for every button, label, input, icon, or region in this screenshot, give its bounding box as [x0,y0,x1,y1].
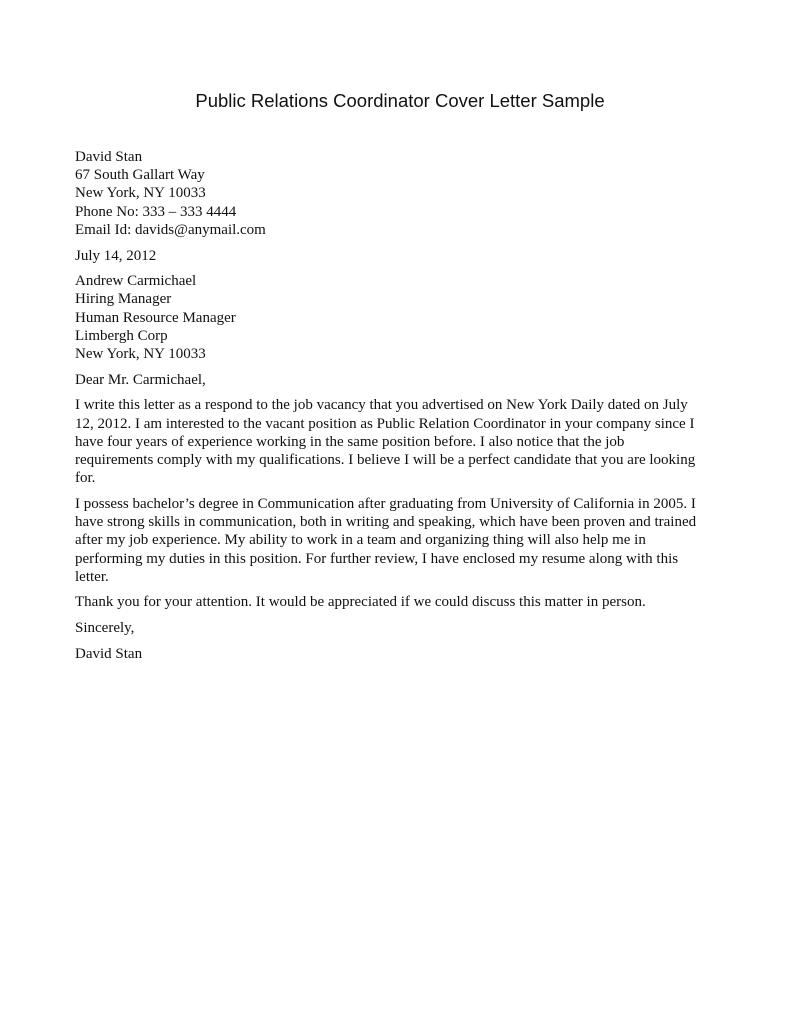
document-title: Public Relations Coordinator Cover Letter Sample [195,90,605,111]
salutation: Dear Mr. Carmichael, [75,371,206,388]
recipient-address [75,272,730,363]
sender-name: David Stan [75,149,143,165]
paragraph-line: after my job experience. My ability to work in a team and organizing thing will also help me in [75,532,646,549]
sender-phone: Phone No: 333 – 333 4444 [75,203,237,220]
paragraph-line: performing my duties in this position. For further review, I have enclosed my resume along with this [75,550,679,567]
paragraph-line: letter. [75,568,109,585]
paragraph-line: have four years of experience working in the same position before. I also notice that the job [75,433,625,450]
sender-address [75,148,730,239]
body-paragraph-3 [75,593,730,611]
paragraph-line: have strong skills in communication, both in writing and speaking, which have been proven and trained [75,514,697,531]
paragraph-line: I possess bachelor’s degree in Communication after graduating from University of California in 2005. I [75,495,696,512]
salutation-block [75,371,730,389]
recipient-name: Andrew Carmichael [75,273,197,290]
body-paragraph-1 [75,396,730,487]
signature-block [75,645,730,663]
signature-name: David Stan [75,645,143,662]
recipient-department: Human Resource Manager [75,309,236,326]
sender-street: 67 South Gallart Way [75,167,205,184]
paragraph-line: Thank you for your attention. It would be appreciated if we could discuss this matter in person. [75,594,646,611]
recipient-city: New York, NY 10033 [75,346,206,363]
recipient-company: Limbergh Corp [75,327,168,344]
paragraph-line: I write this letter as a respond to the job vacancy that you advertised on New York Daily dated on July [75,397,688,414]
paragraph-line: requirements comply with my qualifications. I believe I will be a perfect candidate that you are looking [75,452,696,469]
closing-block [75,619,730,637]
sender-city: New York, NY 10033 [75,185,206,202]
letter-date-block [75,247,730,265]
recipient-title: Hiring Manager [75,291,172,308]
body-paragraph-2 [75,495,730,586]
letter-body [75,148,730,671]
paragraph-line: for. [75,470,96,487]
sender-email: Email Id: davids@anymail.com [75,221,266,238]
closing: Sincerely, [75,620,135,637]
letter-date: July 14, 2012 [75,247,157,264]
paragraph-line: 12, 2012. I am interested to the vacant position as Public Relation Coordinator in your company since I [75,415,695,432]
